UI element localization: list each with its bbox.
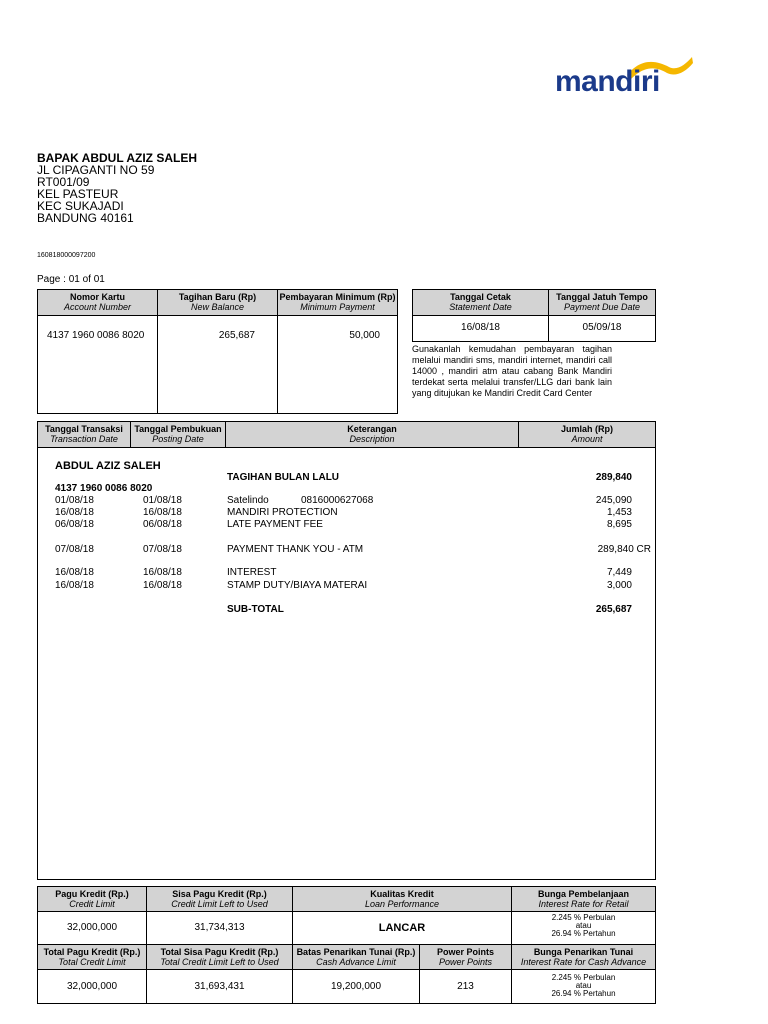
- header-cash-interest: Bunga Penarikan Tunai Interest Rate for Cash Advance: [511, 944, 656, 970]
- previous-balance-amount: 289,840: [595, 472, 632, 483]
- description: INTEREST: [227, 567, 277, 578]
- transaction-date: 16/08/18: [55, 580, 94, 591]
- card-number: 4137 1960 0086 8020: [55, 483, 153, 494]
- subtotal-label: SUB-TOTAL: [227, 604, 284, 615]
- header-credit-limit-left: Sisa Pagu Kredit (Rp.) Credit Limit Left to Used: [146, 886, 293, 912]
- retail-interest-value: 2.245 % Perbulan atau 26.94 % Pertahun: [551, 913, 616, 938]
- credit-limit-left-value: 31,734,313: [194, 922, 245, 933]
- transaction-date: 16/08/18: [55, 567, 94, 578]
- header-cash-advance-limit: Batas Penarikan Tunai (Rp.) Cash Advance Limit: [292, 944, 420, 970]
- card-holder-name: ABDUL AZIZ SALEH: [55, 460, 161, 472]
- credit-limit-value: 32,000,000: [66, 922, 118, 933]
- header-retail-interest: Bunga Pembelanjaan Interest Rate for Retail: [511, 886, 656, 912]
- address-line: JL CIPAGANTI NO 59: [37, 163, 155, 177]
- account-number-value: 4137 1960 0086 8020: [47, 330, 145, 341]
- header-statement-date: Tanggal Cetak Statement Date: [412, 289, 549, 316]
- amount: 1,453: [606, 507, 632, 518]
- page-number: Page : 01 of 01: [37, 274, 105, 285]
- loan-performance-value: LANCAR: [378, 922, 426, 934]
- header-power-points: Power Points Power Points: [419, 944, 512, 970]
- previous-balance-label: TAGIHAN BULAN LALU: [227, 472, 340, 483]
- cash-advance-limit-value: 19,200,000: [330, 981, 382, 992]
- header-account-number: Nomor Kartu Account Number: [37, 289, 158, 316]
- header-minimum-payment: Pembayaran Minimum (Rp) Minimum Payment: [277, 289, 398, 316]
- address-line: KEC SUKAJADI: [37, 199, 124, 213]
- header-amount: Jumlah (Rp) Amount: [518, 421, 656, 448]
- subtotal-amount: 265,687: [595, 604, 632, 615]
- transaction-date: 01/08/18: [55, 495, 94, 506]
- description: STAMP DUTY/BIAYA MATERAI: [227, 580, 368, 591]
- statement-date-value: 16/08/18: [461, 322, 500, 333]
- header-due-date: Tanggal Jatuh Tempo Payment Due Date: [548, 289, 656, 316]
- posting-date: 07/08/18: [143, 544, 182, 555]
- power-points-value: 213: [457, 981, 474, 992]
- header-total-credit-limit: Total Pagu Kredit (Rp.) Total Credit Limit: [37, 944, 147, 970]
- amount: 245,090: [595, 495, 632, 506]
- address-line: RT001/09: [37, 175, 90, 189]
- description: LATE PAYMENT FEE: [227, 519, 323, 530]
- description: PAYMENT THANK YOU - ATM: [227, 544, 364, 555]
- total-credit-left-value: 31,693,431: [194, 981, 245, 992]
- new-balance-value: 265,687: [218, 330, 255, 341]
- header-description: Keterangan Description: [225, 421, 519, 448]
- posting-date: 16/08/18: [143, 507, 182, 518]
- description-detail: 0816000627068: [301, 495, 374, 506]
- customer-name: BAPAK ABDUL AZIZ SALEH: [37, 151, 197, 165]
- customer-address-block: [37, 152, 197, 224]
- header-credit-limit: Pagu Kredit (Rp.) Credit Limit: [37, 886, 147, 912]
- logo-wordmark: mandiri: [555, 65, 660, 98]
- posting-date: 16/08/18: [143, 580, 182, 591]
- cash-interest-value: 2.245 % Perbulan atau 26.94 % Pertahun: [551, 973, 616, 998]
- amount: 289,840 CR: [597, 544, 651, 555]
- transaction-date: 06/08/18: [55, 519, 94, 530]
- posting-date: 06/08/18: [143, 519, 182, 530]
- header-transaction-date: Tanggal Transaksi Transaction Date: [37, 421, 131, 448]
- amount: 7,449: [606, 567, 632, 578]
- minimum-payment-value: 50,000: [349, 330, 380, 341]
- mandiri-logo: [555, 55, 695, 105]
- amount: 3,000: [606, 580, 632, 591]
- transaction-date: 07/08/18: [55, 544, 94, 555]
- document-id: 160818000097200: [37, 252, 96, 259]
- description: Satelindo: [227, 495, 269, 506]
- header-new-balance: Tagihan Baru (Rp) New Balance: [157, 289, 278, 316]
- transaction-date: 16/08/18: [55, 507, 94, 518]
- header-total-credit-left: Total Sisa Pagu Kredit (Rp.) Total Credit Limit Left to Used: [146, 944, 293, 970]
- due-date-value: 05/09/18: [582, 322, 622, 333]
- description: MANDIRI PROTECTION: [227, 507, 338, 518]
- payment-notice: Gunakanlah kemudahan pembayaran tagihan melalui mandiri sms, mandiri internet, mandiri call 14000 , mandiri atm atau cabang Bank Mandiri terdekat serta melalui transfer/LLG dari bank lain yang ditujukan ke Mandiri Credit Card Center: [412, 344, 612, 398]
- amount: 8,695: [606, 519, 632, 530]
- header-loan-performance: Kualitas Kredit Loan Performance: [292, 886, 512, 912]
- address-line: KEL PASTEUR: [37, 187, 119, 201]
- header-posting-date: Tanggal Pembukuan Posting Date: [130, 421, 226, 448]
- posting-date: 16/08/18: [143, 567, 182, 578]
- posting-date: 01/08/18: [143, 495, 182, 506]
- total-credit-limit-value: 32,000,000: [66, 981, 118, 992]
- address-line: BANDUNG 40161: [37, 211, 134, 225]
